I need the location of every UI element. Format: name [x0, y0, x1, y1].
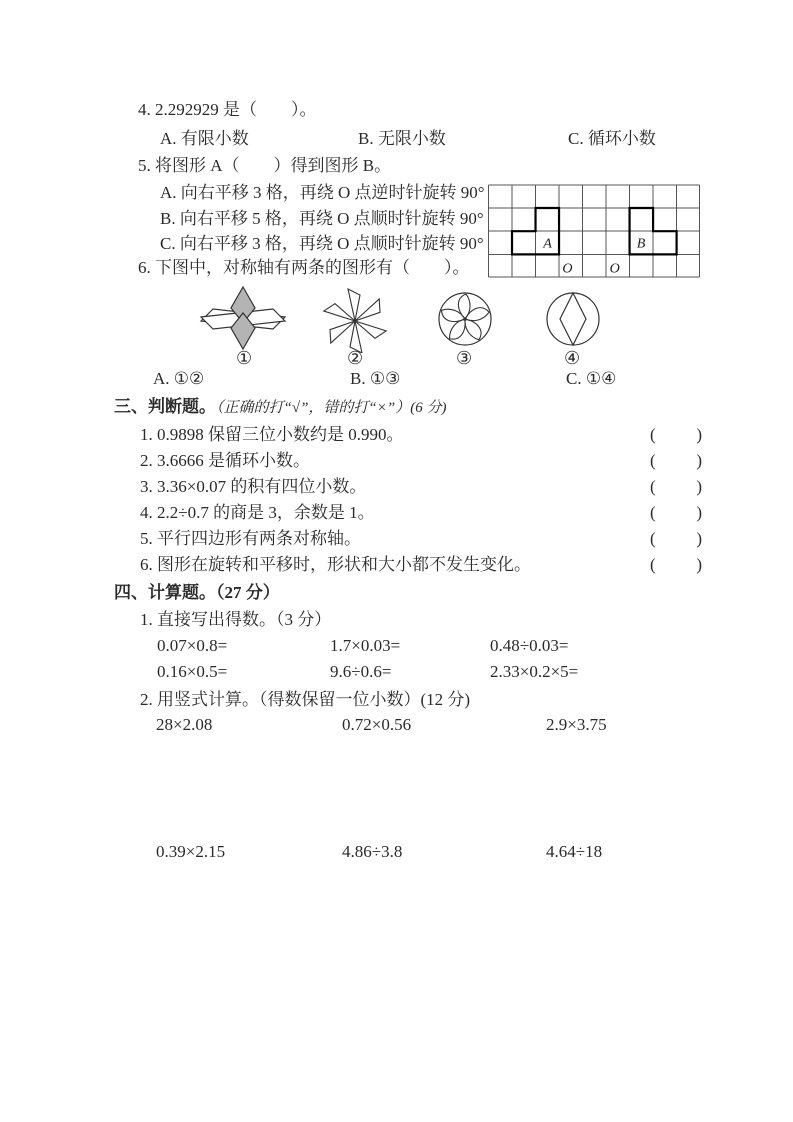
direct-calc-title: 1. 直接写出得数。（3 分） [140, 610, 332, 629]
judge-item-2: 2. 3.6666 是循环小数。 [140, 451, 310, 470]
vertical-expr-1: 28×2.08 [156, 715, 213, 734]
q6-option-b: B. ①③ [350, 369, 401, 388]
grid-label-o1: O [562, 260, 573, 277]
q4-stem: 4. 2.292929 是（ ）。 [138, 100, 317, 119]
figure-4-label: ④ [564, 348, 581, 368]
judge-answer-blank-3 [650, 477, 702, 497]
grid-label-o2: O [609, 260, 620, 277]
paren-close: ) [696, 503, 702, 522]
q6-option-c: C. ①④ [566, 369, 617, 388]
judge-heading-text: 三、判断题。 [114, 397, 216, 416]
judge-answer-blank-5 [650, 529, 702, 549]
q5-stem: 5. 将图形 A（ ）得到图形 B。 [138, 156, 392, 175]
judge-section-heading [114, 397, 446, 417]
symmetry-figure-3-icon [437, 291, 493, 347]
paren-open: ( [650, 503, 656, 522]
direct-expr-5: 9.6÷0.6= [330, 662, 392, 681]
q5-option-c: C. 向右平移 3 格，再绕 O 点顺时针旋转 90° [160, 234, 484, 253]
q5-option-a: A. 向右平移 3 格，再绕 O 点逆时针旋转 90° [160, 183, 485, 202]
paren-open: ( [650, 451, 656, 470]
judge-item-4: 4. 2.2÷0.7 的商是 3，余数是 1。 [140, 503, 375, 522]
paren-close: ) [696, 477, 702, 496]
paren-open: ( [650, 555, 656, 574]
q4-option-b: B. 无限小数 [358, 129, 446, 148]
judge-item-5: 5. 平行四边形有两条对称轴。 [140, 529, 361, 548]
judge-answer-blank-2 [650, 451, 702, 471]
direct-expr-6: 2.33×0.2×5= [490, 662, 579, 681]
judge-item-3: 3. 3.36×0.07 的积有四位小数。 [140, 477, 367, 496]
figure-1-label: ① [236, 348, 253, 368]
q4-option-c: C. 循环小数 [568, 129, 656, 148]
figure-3-label: ③ [456, 348, 473, 368]
judge-item-1: 1. 0.9898 保留三位小数约是 0.990。 [140, 425, 404, 444]
symmetry-figure-1-icon [199, 285, 287, 351]
vertical-expr-3: 2.9×3.75 [546, 715, 607, 734]
q6-option-a: A. ①② [153, 369, 205, 388]
translation-rotation-grid-figure [488, 184, 700, 278]
q5-option-b: B. 向右平移 5 格，再绕 O 点顺时针旋转 90° [160, 209, 484, 228]
direct-expr-2: 1.7×0.03= [330, 636, 401, 655]
grid-label-b: B [636, 235, 646, 252]
paren-close: ) [696, 425, 702, 444]
judge-answer-blank-1 [650, 425, 702, 445]
vertical-expr-2: 0.72×0.56 [342, 715, 412, 734]
paren-open: ( [650, 477, 656, 496]
judge-answer-blank-6 [650, 555, 702, 575]
paren-close: ) [696, 529, 702, 548]
q6-stem: 6. 下图中，对称轴有两条的图形有（ ）。 [138, 258, 470, 277]
vertical-expr-4: 0.39×2.15 [156, 842, 226, 861]
symmetry-figure-2-icon [315, 283, 395, 353]
vertical-calc-title: 2. 用竖式计算。（得数保留一位小数）(12 分) [140, 690, 471, 709]
paren-close: ) [696, 555, 702, 574]
judge-answer-blank-4 [650, 503, 702, 523]
paren-close: ) [696, 451, 702, 470]
direct-expr-4: 0.16×0.5= [157, 662, 228, 681]
vertical-expr-5: 4.86÷3.8 [342, 842, 403, 861]
paren-open: ( [650, 529, 656, 548]
direct-expr-1: 0.07×0.8= [157, 636, 228, 655]
paren-open: ( [650, 425, 656, 444]
judge-heading-note: （正确的打“√”，错的打“×”）(6 分) [216, 400, 447, 416]
calc-section-heading: 四、计算题。（27 分） [114, 583, 280, 602]
direct-expr-3: 0.48÷0.03= [490, 636, 569, 655]
vertical-expr-6: 4.64÷18 [546, 842, 603, 861]
figure-2-label: ② [347, 348, 364, 368]
grid-label-a: A [543, 235, 552, 252]
q4-option-a: A. 有限小数 [160, 129, 249, 148]
symmetry-figure-4-icon [545, 291, 601, 347]
judge-item-6: 6. 图形在旋转和平移时，形状和大小都不发生变化。 [140, 555, 531, 574]
